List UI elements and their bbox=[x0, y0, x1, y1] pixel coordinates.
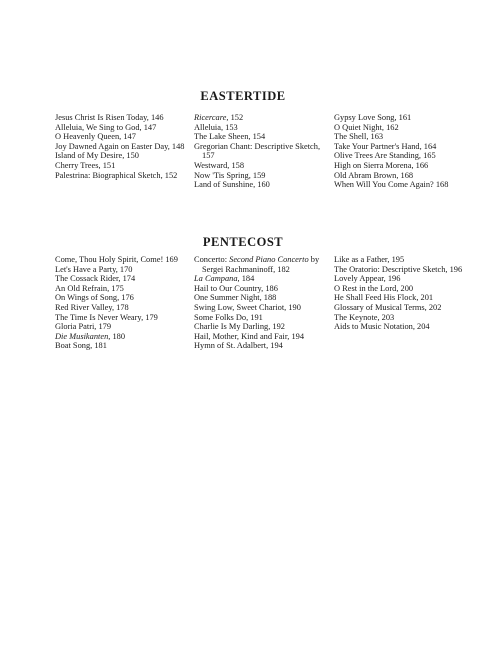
entry-text: The Shell, 163 bbox=[334, 132, 384, 142]
entry-text: Alleluia, 153 bbox=[194, 122, 238, 132]
index-entry bbox=[334, 151, 474, 161]
index-entry bbox=[194, 303, 334, 313]
index-entry bbox=[334, 161, 474, 171]
entry-text: Now 'Tis Spring, 159 bbox=[194, 170, 266, 180]
entry-title-italic: Die Musikanten bbox=[55, 331, 109, 341]
index-entry bbox=[55, 265, 195, 275]
index-entry bbox=[55, 161, 195, 171]
entry-title-italic: La Campana bbox=[194, 274, 238, 284]
entry-text: Jesus Christ Is Risen Today, 146 bbox=[55, 113, 164, 122]
entry-text: Let's Have a Party, 170 bbox=[55, 264, 133, 274]
index-entry bbox=[334, 293, 474, 303]
entry-text: He Shall Feed His Flock, 201 bbox=[334, 293, 434, 303]
entry-text: An Old Refrain, 175 bbox=[55, 283, 124, 293]
entry-text: Aids to Music Notation, 204 bbox=[334, 322, 430, 332]
index-entry bbox=[55, 132, 195, 142]
entry-text: Westward, 158 bbox=[194, 160, 245, 170]
index-entry bbox=[334, 255, 474, 265]
index-entry bbox=[194, 293, 334, 303]
entry-text: Red River Valley, 178 bbox=[55, 302, 129, 312]
index-entry bbox=[194, 113, 334, 123]
entry-text: O Rest in the Lord, 200 bbox=[334, 283, 414, 293]
index-entry bbox=[334, 123, 474, 133]
entry-text: Island of My Desire, 150 bbox=[55, 151, 139, 161]
entry-text: The Oratorio: Descriptive Sketch, 196 bbox=[334, 264, 463, 274]
index-entry bbox=[55, 274, 195, 284]
index-entry bbox=[194, 180, 334, 190]
entry-text: Cherry Trees, 151 bbox=[55, 160, 116, 170]
index-entry bbox=[55, 341, 195, 351]
entry-text: On Wings of Song, 176 bbox=[55, 293, 134, 303]
index-entry bbox=[194, 255, 334, 274]
eastertide-column-1 bbox=[55, 113, 195, 180]
entry-text: by Sergei Rachmaninoff, 182 bbox=[202, 255, 320, 274]
index-entry bbox=[334, 113, 474, 123]
index-entry bbox=[194, 313, 334, 323]
entry-text: The Lake Sheen, 154 bbox=[194, 132, 266, 142]
entry-text: Joy Dawned Again on Easter Day, 148 bbox=[55, 141, 185, 151]
index-entry bbox=[334, 322, 474, 332]
index-entry bbox=[55, 255, 195, 265]
index-entry bbox=[55, 293, 195, 303]
entry-text: Gypsy Love Song, 161 bbox=[334, 113, 412, 122]
entry-text: O Heavenly Queen, 147 bbox=[55, 132, 136, 142]
entry-text: Like as a Father, 195 bbox=[334, 255, 405, 264]
entry-text: Alleluia, We Sing to God, 147 bbox=[55, 122, 157, 132]
index-entry bbox=[194, 332, 334, 342]
index-entry bbox=[194, 284, 334, 294]
entry-text: Hymn of St. Adalbert, 194 bbox=[194, 341, 283, 351]
index-entry bbox=[194, 142, 334, 161]
entry-text: , 180 bbox=[108, 331, 126, 341]
index-entry bbox=[55, 171, 195, 181]
entry-text: Boat Song, 181 bbox=[55, 341, 107, 351]
entry-text: Hail to Our Country, 186 bbox=[194, 283, 278, 293]
entry-text: , 152 bbox=[226, 113, 244, 122]
index-entry bbox=[334, 284, 474, 294]
entry-text: Gregorian Chant: Descriptive Sketch, 157 bbox=[194, 141, 321, 161]
entry-text: Land of Sunshine, 160 bbox=[194, 180, 270, 190]
entry-text: Swing Low, Sweet Chariot, 190 bbox=[194, 302, 301, 312]
index-entry bbox=[55, 113, 195, 123]
index-entry bbox=[194, 123, 334, 133]
section-title-eastertide: EASTERTIDE bbox=[200, 89, 286, 103]
entry-text: , 184 bbox=[237, 274, 255, 284]
index-entry bbox=[55, 284, 195, 294]
index-entry bbox=[194, 132, 334, 142]
index-entry bbox=[334, 142, 474, 152]
index-entry bbox=[194, 322, 334, 332]
entry-text: When Will You Come Again? 168 bbox=[334, 180, 449, 190]
index-entry bbox=[55, 142, 195, 152]
section-title-pentecost: PENTECOST bbox=[202, 235, 284, 249]
entry-text: Glossary of Musical Terms, 202 bbox=[334, 302, 442, 312]
entry-title-italic: Second Piano Concerto bbox=[229, 255, 309, 264]
index-entry bbox=[194, 341, 334, 351]
entry-text: The Time Is Never Weary, 179 bbox=[55, 312, 158, 322]
index-entry bbox=[55, 303, 195, 313]
index-entry bbox=[55, 123, 195, 133]
entry-text: Hail, Mother, Kind and Fair, 194 bbox=[194, 331, 305, 341]
entry-text: Come, Thou Holy Spirit, Come! 169 bbox=[55, 255, 178, 264]
index-entry bbox=[55, 151, 195, 161]
index-entry bbox=[55, 322, 195, 332]
eastertide-column-3 bbox=[334, 113, 474, 190]
entry-text: Charlie Is My Darling, 192 bbox=[194, 322, 285, 332]
entry-title-italic: Ricercare bbox=[194, 113, 227, 122]
eastertide-column-2 bbox=[194, 113, 334, 190]
entry-text: Gloria Patri, 179 bbox=[55, 322, 112, 332]
entry-text: Lovely Appear, 196 bbox=[334, 274, 401, 284]
index-entry bbox=[334, 180, 474, 190]
pentecost-column-1 bbox=[55, 255, 195, 351]
index-entry bbox=[334, 313, 474, 323]
entry-text: Old Abram Brown, 168 bbox=[334, 170, 414, 180]
index-entry bbox=[194, 171, 334, 181]
index-entry bbox=[194, 274, 334, 284]
index-entry bbox=[334, 274, 474, 284]
entry-text: The Cossack Rider, 174 bbox=[55, 274, 136, 284]
entry-text: O Quiet Night, 162 bbox=[334, 122, 399, 132]
index-entry bbox=[55, 313, 195, 323]
index-entry bbox=[55, 332, 195, 342]
entry-text: Olive Trees Are Standing, 165 bbox=[334, 151, 436, 161]
index-entry bbox=[334, 265, 474, 275]
entry-text: High on Sierra Morena, 166 bbox=[334, 160, 429, 170]
index-entry bbox=[334, 303, 474, 313]
entry-text: Take Your Partner's Hand, 164 bbox=[334, 141, 437, 151]
pentecost-column-3 bbox=[334, 255, 474, 332]
entry-text: One Summer Night, 188 bbox=[194, 293, 277, 303]
entry-text: Some Folks Do, 191 bbox=[194, 312, 263, 322]
index-entry bbox=[334, 171, 474, 181]
entry-text: Palestrina: Biographical Sketch, 152 bbox=[55, 170, 178, 180]
entry-text: Concerto: bbox=[194, 255, 230, 264]
pentecost-column-2 bbox=[194, 255, 334, 351]
entry-text: The Keynote, 203 bbox=[334, 312, 395, 322]
index-entry bbox=[194, 161, 334, 171]
index-entry bbox=[334, 132, 474, 142]
